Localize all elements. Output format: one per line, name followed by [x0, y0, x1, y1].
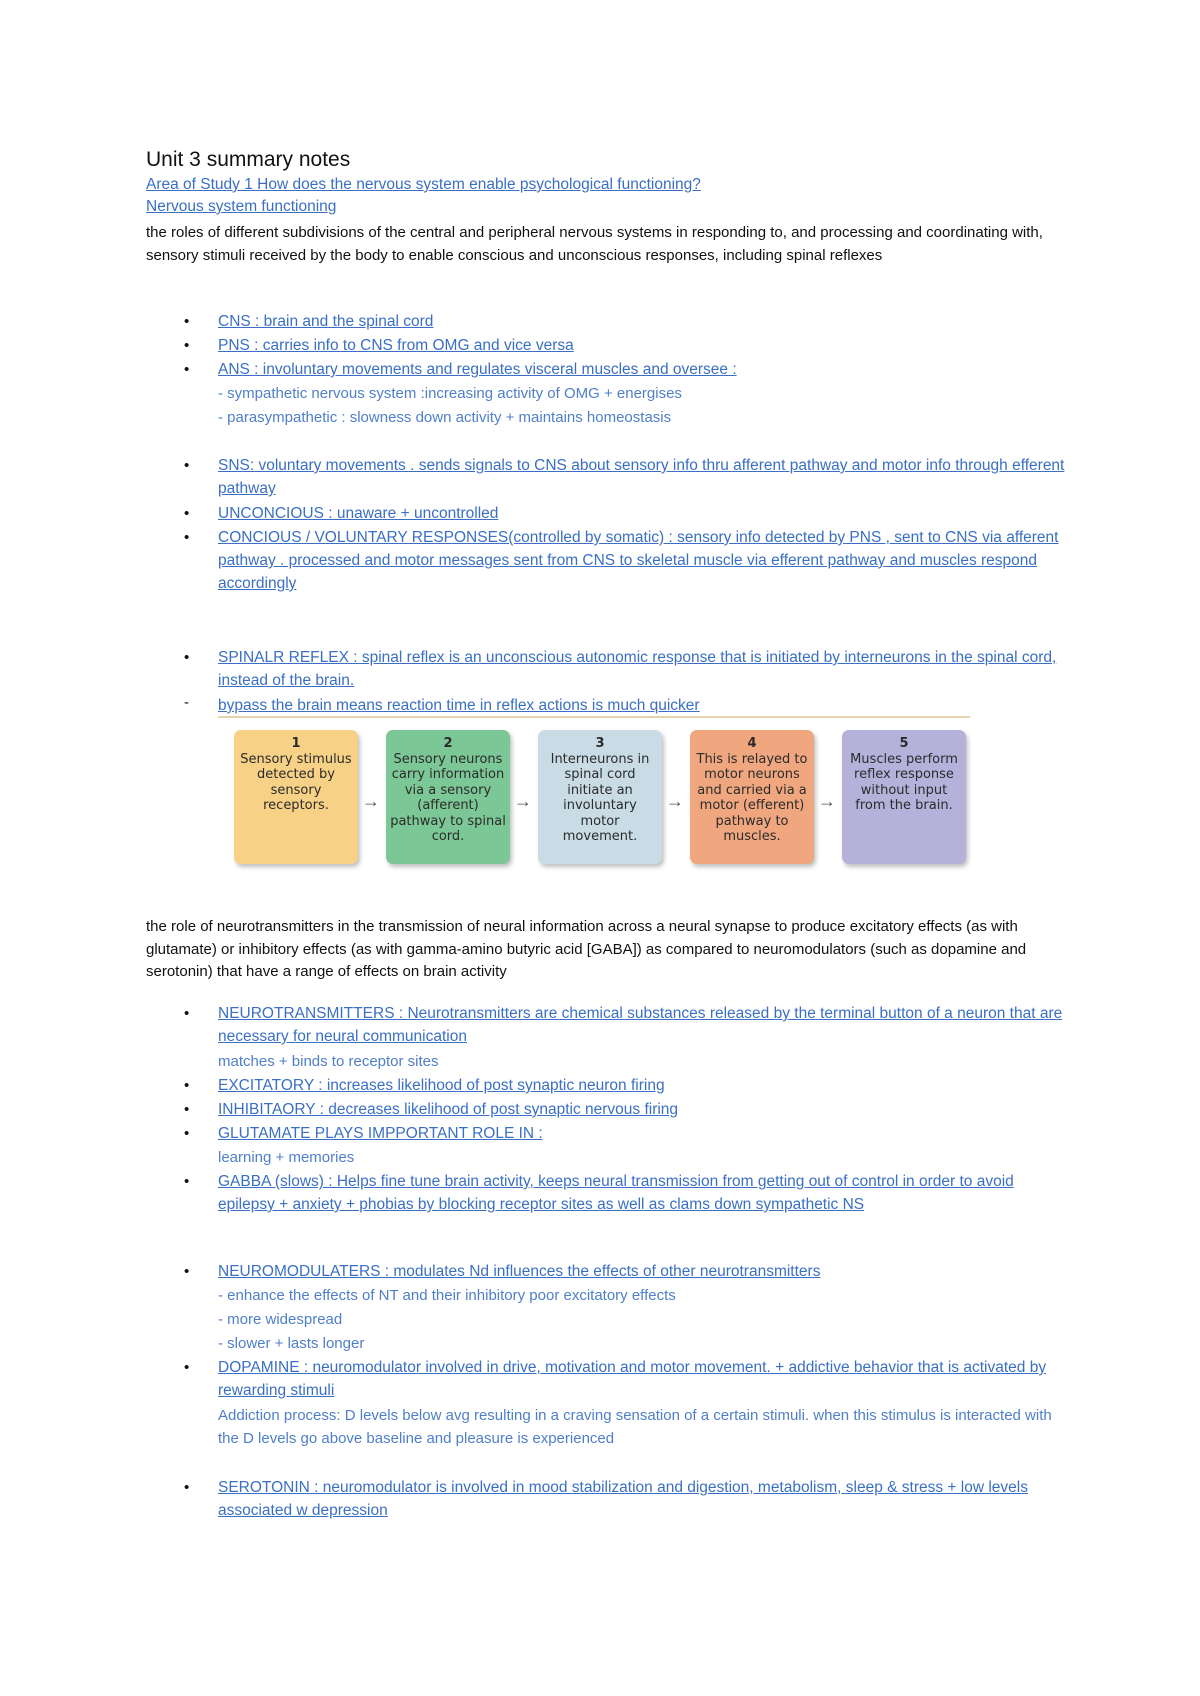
neurotransmitters-text: NEUROTRANSMITTERS : Neurotransmitters are chemical substances released by the terminal button of a neuron that are necessary for neural communication: [218, 1005, 1063, 1045]
bullet-icon: •: [184, 529, 190, 546]
step-number: 2: [443, 736, 453, 751]
bypass-text: bypass the brain means reaction time in reflex actions is much quicker: [218, 697, 700, 714]
list-item-dopamine: [184, 1356, 1070, 1402]
list-item-neuromodulators: [184, 1260, 1070, 1283]
list-item-gaba: [184, 1170, 1070, 1216]
reflex-step-5: [842, 730, 966, 864]
dopamine-sub-addiction: Addiction process: D levels below avg resulting in a craving sensation of a certain stimuli. when this stimulus is interacted with the D levels go above baseline and pleasure is experienced: [218, 1407, 1052, 1447]
glutamate-sub: learning + memories: [218, 1149, 355, 1166]
bullet-icon: •: [184, 457, 190, 474]
bullet-icon: •: [184, 1173, 190, 1190]
list-item-bypass: [218, 694, 1070, 717]
reflex-step-1: [234, 730, 358, 864]
nm-sub-widespread: - more widespread: [218, 1311, 343, 1328]
bullet-icon: •: [184, 1359, 190, 1376]
step-text: Muscles perform reflex response without input from the brain.: [850, 751, 958, 813]
page-title: Unit 3 summary notes: [146, 148, 351, 171]
step-number: 1: [291, 736, 301, 751]
nm-sub-enhance: - enhance the effects of NT and their inhibitory poor excitatory effects: [218, 1287, 676, 1304]
ans-text: ANS : involuntary movements and regulates visceral muscles and oversee :: [218, 361, 737, 378]
spinal-reflex-text: SPINALR REFLEX : spinal reflex is an unconscious autonomic response that is initiated by interneurons in the spinal cord, instead of the brain.: [218, 649, 1057, 689]
list-item-excitatory: [184, 1074, 1070, 1097]
arrow-right-icon: →: [666, 791, 684, 811]
neurotransmitter-paragraph: the role of neurotransmitters in the transmission of neural information across a neural synapse to produce excitatory effects (as with glutamate) or inhibitory effects (as with gamma-amino butyric acid [GABA]) as compared to neuromodulators (such as dopamine and serotonin) that have a range of effects on brain activity: [146, 918, 1027, 980]
dopamine-text: DOPAMINE : neuromodulator involved in drive, motivation and motor movement. + addictive behavior that is activated by rewarding stimuli: [218, 1359, 1047, 1399]
gaba-text: GABBA (slows) : Helps fine tune brain activity, keeps neural transmission from getting out of control in order to avoid epilepsy + anxiety + phobias by blocking receptor sites as well as clams down sympathetic NS: [218, 1173, 1014, 1213]
nm-sub-slower: - slower + lasts longer: [218, 1335, 365, 1352]
sns-text: SNS: voluntary movements . sends signals to CNS about sensory info thru afferent pathway and motor info through efferent pathway: [218, 457, 1065, 497]
bullet-icon: •: [184, 649, 190, 666]
reflex-step-3: [538, 730, 662, 864]
step-text: Sensory stimulus detected by sensory receptors.: [240, 751, 352, 813]
list-item-neurotransmitters: [184, 1002, 1070, 1048]
step-text: This is relayed to motor neurons and carried via a motor (efferent) pathway to muscles.: [696, 751, 808, 844]
bullet-icon: •: [184, 505, 190, 522]
diagram-top-rule: [218, 716, 970, 718]
bullet-icon: •: [184, 313, 190, 330]
step-number: 3: [595, 736, 605, 751]
bullet-icon: •: [184, 1125, 190, 1142]
unconscious-text: UNCONCIOUS : unaware + uncontrolled: [218, 505, 499, 522]
excitatory-text: EXCITATORY : increases likelihood of post synaptic neuron firing: [218, 1077, 665, 1094]
bullet-icon: •: [184, 361, 190, 378]
ans-sub-sympathetic: - sympathetic nervous system :increasing activity of OMG + energises: [218, 385, 682, 402]
area-of-study-link[interactable]: Area of Study 1 How does the nervous system enable psychological functioning?: [146, 176, 701, 193]
step-text: Interneurons in spinal cord initiate an involuntary motor movement.: [550, 751, 650, 844]
bullet-icon: •: [184, 337, 190, 354]
arrow-right-icon: →: [818, 791, 836, 811]
list-item-glutamate: [184, 1122, 1070, 1145]
neuromodulators-text: NEUROMODULATERS : modulates Nd influences the effects of other neurotransmitters: [218, 1263, 821, 1280]
list-item-unconscious: [184, 502, 1070, 525]
serotonin-text: SEROTONIN : neuromodulator is involved in mood stabilization and digestion, metabolism, sleep & stress + low levels associated w depression: [218, 1479, 1028, 1519]
list-item-pns: [184, 334, 1070, 357]
bullet-icon: •: [184, 1479, 190, 1496]
list-item-cns: [184, 310, 1070, 333]
list-item-conscious: [184, 526, 1070, 595]
nt-sub-receptor: matches + binds to receptor sites: [218, 1053, 439, 1070]
bullet-icon: •: [184, 1263, 190, 1280]
list-item-spinal-reflex: [184, 646, 1070, 692]
conscious-text: CONCIOUS / VOLUNTARY RESPONSES(controlled by somatic) : sensory info detected by PNS , sent to CNS via afferent pathway . processed and motor messages sent from CNS to skeletal muscle via efferent pathway and muscles respond accordingly: [218, 529, 1059, 592]
list-item-ans: [184, 358, 1070, 381]
list-item-sns: [184, 454, 1070, 500]
list-item-inhibitory: [184, 1098, 1070, 1121]
bullet-icon: •: [184, 1077, 190, 1094]
cns-text: CNS : brain and the spinal cord: [218, 313, 434, 330]
dash-marker: -: [184, 694, 189, 711]
inhibitory-text: INHIBITAORY : decreases likelihood of post synaptic nervous firing: [218, 1101, 679, 1118]
ans-sub-parasympathetic: - parasympathetic : slowness down activity + maintains homeostasis: [218, 409, 672, 426]
step-text: Sensory neurons carry information via a sensory (afferent) pathway to spinal cord.: [390, 751, 506, 844]
section-heading-link[interactable]: Nervous system functioning: [146, 198, 337, 215]
bullet-icon: •: [184, 1005, 190, 1022]
glutamate-text: GLUTAMATE PLAYS IMPPORTANT ROLE IN :: [218, 1125, 543, 1142]
step-number: 5: [899, 736, 909, 751]
arrow-right-icon: →: [514, 791, 532, 811]
pns-text: PNS : carries info to CNS from OMG and vice versa: [218, 337, 574, 354]
reflex-step-2: [386, 730, 510, 864]
arrow-right-icon: →: [362, 791, 380, 811]
step-number: 4: [747, 736, 757, 751]
reflex-step-4: [690, 730, 814, 864]
list-item-serotonin: [184, 1476, 1070, 1522]
intro-paragraph: the roles of different subdivisions of the central and peripheral nervous systems in responding to, and processing and coordinating with, sensory stimuli received by the body to enable conscious and unconscious responses, including spinal reflexes: [146, 224, 1043, 264]
bullet-icon: •: [184, 1101, 190, 1118]
